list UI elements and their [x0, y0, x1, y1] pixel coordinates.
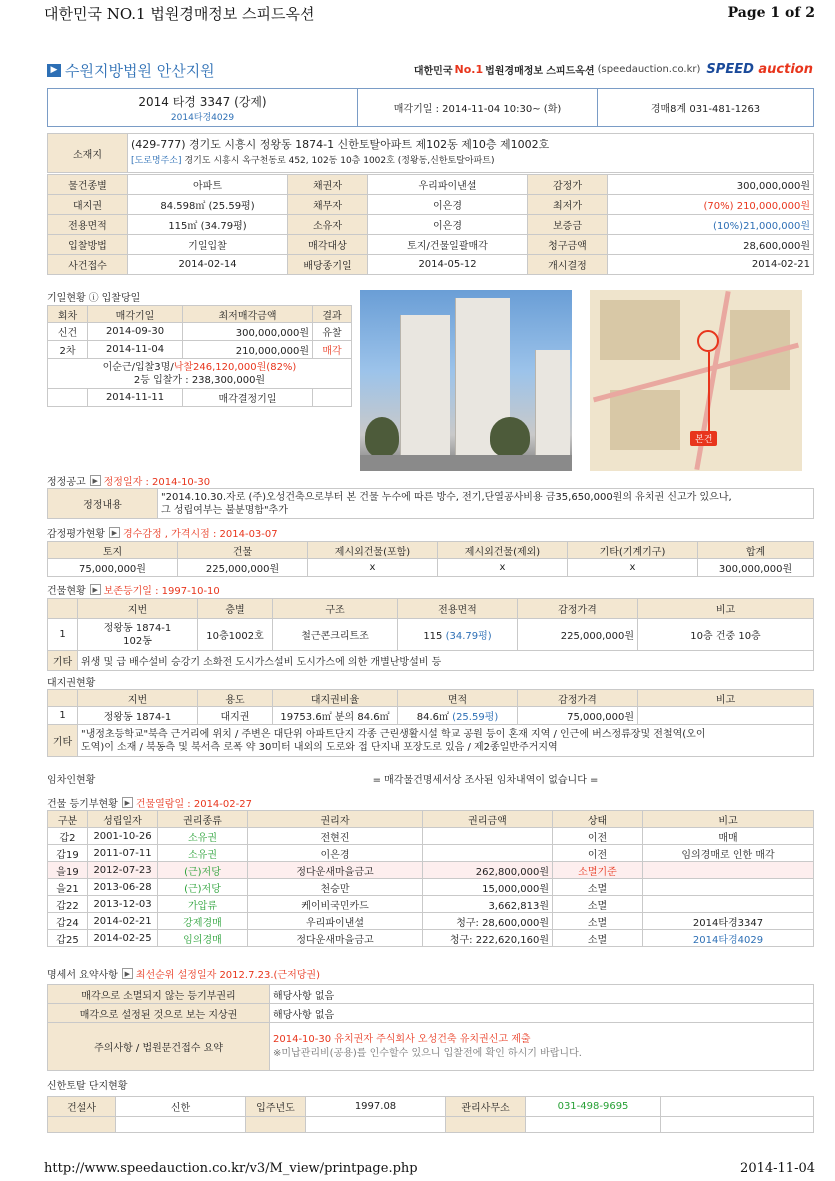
- registry-cell: 2012-07-23: [88, 862, 158, 879]
- correction-table: [47, 488, 814, 519]
- info-label: 매각대상: [288, 235, 368, 255]
- correction-text1: "2014.10.30.자로 (주)오성건축으로부터 본 건물 누수에 따른 방수, 전기,단열공사비용 금35,650,000원의 유치권 신고가 있으나,: [161, 491, 732, 503]
- appraisal-sub: 경수감정 , 가격시점 : 2014-03-07: [122, 528, 278, 540]
- appraisal-title-text: 감정평가현황: [47, 528, 105, 540]
- registry-cell: 을19: [48, 862, 88, 879]
- footer-url: http://www.speedauction.co.kr/v3/M_view/printpage.php: [44, 1161, 418, 1176]
- registry-cell: 소유권: [158, 828, 248, 845]
- info-label: 물건종별: [48, 175, 128, 195]
- building-title-text: 건물현황: [47, 585, 86, 597]
- registry-header: 성립일자: [88, 811, 158, 828]
- registry-cell: 2013-12-03: [88, 896, 158, 913]
- bid-price: 300,000,000원: [183, 323, 313, 341]
- registry-row: [48, 862, 814, 879]
- info-label: 전용면적: [48, 215, 128, 235]
- land-etc2: 도역)이 소재 / 북동측 및 북서측 로폭 약 30미터 내외의 도로와 접 단지내 포장도로 있음 / 제2종일반주거지역: [81, 741, 558, 753]
- registry-cell: 우리파이낸셜: [248, 913, 423, 930]
- bid-date: 2014-09-30: [88, 323, 183, 341]
- registry-cell: 2014-02-21: [88, 913, 158, 930]
- building-photo: [360, 290, 572, 471]
- correction-label: 정정내용: [48, 489, 158, 519]
- info-value: 토지/건물일괄매각: [368, 235, 528, 255]
- appraisal-header: 제시외건물(제외): [438, 542, 568, 559]
- appraisal-header: 기타(기계기구): [568, 542, 698, 559]
- arrow-icon: ▶: [47, 64, 61, 77]
- registry-row: [48, 845, 814, 862]
- bid-row: [48, 323, 352, 341]
- summary-value: 해당사항 없음: [270, 1004, 814, 1023]
- registry-cell: 매매: [643, 828, 814, 845]
- road-tag: [도로명주소]: [131, 156, 182, 166]
- info-row: [48, 255, 814, 275]
- info-label: 배당종기일: [288, 255, 368, 275]
- registry-cell: 이전: [553, 845, 643, 862]
- building-sub: 보존등기일 : 1997-10-10: [103, 585, 220, 597]
- info-row: [48, 235, 814, 255]
- land-title-text: 대지권현황: [47, 677, 96, 689]
- info-row: [48, 195, 814, 215]
- building-header: 층별: [198, 599, 273, 619]
- building-area-py: (34.79평): [445, 631, 492, 642]
- land-header: 면적: [398, 690, 518, 707]
- building-header: [48, 599, 78, 619]
- info-table: [47, 174, 814, 275]
- land-no: 1: [48, 707, 78, 725]
- registry-header: 권리금액: [423, 811, 553, 828]
- road-address: 경기도 시흥시 옥구천동로 452, 102동 10층 1002호 (정왕동,신한토탈아파트): [184, 156, 495, 166]
- page-footer: [44, 1161, 815, 1181]
- brand-logo: [706, 62, 813, 77]
- bid-header-round: 회차: [48, 306, 88, 323]
- registry-title-text: 건물 등기부현황: [47, 798, 118, 810]
- registry-cell: 정다운새마을금고: [248, 930, 423, 947]
- caution-label: 주의사항 / 법원문건접수 요약: [48, 1023, 270, 1071]
- info-value: 2014-02-21: [608, 255, 814, 275]
- registry-cell: 갑25: [48, 930, 88, 947]
- bid-date: 2014-11-04: [88, 341, 183, 359]
- summary-title: [47, 966, 320, 980]
- registry-cell: 15,000,000원: [423, 879, 553, 896]
- land-header: 용도: [198, 690, 273, 707]
- registry-cell: 천승만: [248, 879, 423, 896]
- registry-cell: 2013-06-28: [88, 879, 158, 896]
- registry-cell: [423, 845, 553, 862]
- appraisal-header: 토지: [48, 542, 178, 559]
- arrow-icon: ▶: [90, 584, 101, 595]
- bid-winner-row: [48, 359, 352, 389]
- correction-title: [47, 473, 210, 487]
- land-header: [48, 690, 78, 707]
- case-sub: 2014타경4029: [170, 112, 235, 123]
- info-value: 이은경: [368, 215, 528, 235]
- complex-label: 관리사무소: [446, 1097, 526, 1117]
- registry-cell: [643, 879, 814, 896]
- land-row: [48, 707, 814, 725]
- bid-winner-cell: [48, 359, 352, 389]
- land-header: 감정가격: [518, 690, 638, 707]
- registry-cell: 소멸: [553, 913, 643, 930]
- land-etc: [78, 725, 814, 757]
- registry-row: [48, 913, 814, 930]
- bid-header-result: 결과: [313, 306, 352, 323]
- land-etc1: "냉정초등학교"북측 근거리에 위치 / 주변은 대단위 아파트단지 각종 근린생활시설 학교 공원 등이 혼재 지역 / 인근에 버스정류장및 전철역(오이: [81, 728, 706, 740]
- info-label: 청구금액: [528, 235, 608, 255]
- registry-row: [48, 828, 814, 845]
- registry-cell: 이전: [553, 828, 643, 845]
- arrow-icon: ▶: [109, 527, 120, 538]
- registry-title: [47, 795, 252, 809]
- registry-cell: 262,800,000원: [423, 862, 553, 879]
- registry-cell: 갑19: [48, 845, 88, 862]
- tenant-table: [47, 768, 814, 788]
- caution-1: 2014-10-30 유치권자 주식회사 오성건축 유치권신고 제출: [273, 1033, 531, 1045]
- registry-table: [47, 810, 814, 947]
- registry-cell: 2011-07-11: [88, 845, 158, 862]
- building-dong: 102동: [123, 635, 152, 647]
- info-label: 개시결정: [528, 255, 608, 275]
- registry-cell: 소멸기준: [553, 862, 643, 879]
- info-value: 아파트: [128, 175, 288, 195]
- info-row: [48, 215, 814, 235]
- land-area-py: (25.59평): [452, 712, 499, 723]
- sale-date: 매각기일 : 2014-11-04 10:30~ (화): [358, 89, 598, 127]
- court-dept: 경매8계 031-481-1263: [598, 89, 814, 127]
- registry-header: 비고: [643, 811, 814, 828]
- summary-title-text: 명세서 요약사항: [47, 969, 118, 981]
- registry-cell: 갑24: [48, 913, 88, 930]
- info-value: (10%)21,000,000원: [608, 215, 814, 235]
- registry-cell: 갑2: [48, 828, 88, 845]
- logo-speed: SPEED: [706, 62, 754, 77]
- registry-header: 구분: [48, 811, 88, 828]
- building-etc-label: 기타: [48, 651, 78, 671]
- summary-sub: 최선순위 설정일자 2012.7.23.(근저당권): [135, 969, 320, 981]
- court-title: [47, 60, 215, 80]
- arrow-icon: ▶: [122, 797, 133, 808]
- land-area: 84.6㎡: [416, 712, 449, 723]
- bid-decision-row: [48, 389, 352, 407]
- land-lot: 정왕동 1874-1: [78, 707, 198, 725]
- registry-cell: 소멸: [553, 896, 643, 913]
- appraisal-value: x: [438, 559, 568, 577]
- registry-row: [48, 896, 814, 913]
- bid-header-date: 매각기일: [88, 306, 183, 323]
- registry-cell: 전현진: [248, 828, 423, 845]
- page-number: Page 1 of 2: [727, 5, 815, 21]
- brand-prefix: 대한민국: [413, 66, 453, 77]
- bid-round: 신건: [48, 323, 88, 341]
- registry-cell: 임의경매로 인한 매각: [643, 845, 814, 862]
- brand-name: 스피드옥션: [546, 66, 595, 77]
- info-value: 2014-02-14: [128, 255, 288, 275]
- registry-cell: 2014타경4029: [643, 930, 814, 947]
- registry-header: 상태: [553, 811, 643, 828]
- registry-cell: 2014-02-25: [88, 930, 158, 947]
- registry-cell: 소유권: [158, 845, 248, 862]
- decision-date: 2014-11-11: [88, 389, 183, 407]
- registry-cell: 임의경매: [158, 930, 248, 947]
- bid-row: [48, 341, 352, 359]
- complex-label: 건설사: [48, 1097, 116, 1117]
- info-value: 28,600,000원: [608, 235, 814, 255]
- registry-cell: 을21: [48, 879, 88, 896]
- complex-phone: 031-498-9695: [526, 1097, 661, 1117]
- info-value: 기일입찰: [128, 235, 288, 255]
- complex-title: [47, 1077, 127, 1091]
- registry-row: [48, 930, 814, 947]
- page-header-title: 대한민국 NO.1 법원경매정보 스피드옥션: [44, 5, 315, 23]
- appraisal-header: 합계: [698, 542, 814, 559]
- complex-year: 1997.08: [306, 1097, 446, 1117]
- registry-cell: 3,662,813원: [423, 896, 553, 913]
- correction-sub: 정정일자 : 2014-10-30: [103, 476, 211, 488]
- page-header: [44, 3, 815, 23]
- info-label: 최저가: [528, 195, 608, 215]
- info-label: 대지권: [48, 195, 128, 215]
- building-structure: 철근콘크리트조: [273, 619, 398, 651]
- complex-builder: 신한: [116, 1097, 246, 1117]
- caution-cell: [270, 1023, 814, 1071]
- info-value: 우리파이낸셜: [368, 175, 528, 195]
- registry-cell: 청구: 222,620,160원: [423, 930, 553, 947]
- registry-cell: 정다운새마을금고: [248, 862, 423, 879]
- bid-result: 매각: [313, 341, 352, 359]
- registry-cell: 청구: 28,600,000원: [423, 913, 553, 930]
- appraisal-value: 300,000,000원: [698, 559, 814, 577]
- building-floor: 10층1002호: [198, 619, 273, 651]
- registry-cell: 가압류: [158, 896, 248, 913]
- registry-header: 권리종류: [158, 811, 248, 828]
- bid-history-title-text: 기일현황: [47, 292, 86, 304]
- complex-title-text: 신한토탈 단지현황: [47, 1080, 128, 1092]
- land-header: 대지권비율: [273, 690, 398, 707]
- land-header: 비고: [638, 690, 814, 707]
- land-ratio: 19753.6㎡ 분의 84.6㎡: [273, 707, 398, 725]
- building-note: 10층 건중 10층: [638, 619, 814, 651]
- info-value: 84.598㎡ (25.59평): [128, 195, 288, 215]
- registry-cell: 갑22: [48, 896, 88, 913]
- registry-row: [48, 879, 814, 896]
- info-label: 입찰방법: [48, 235, 128, 255]
- info-value: 이은경: [368, 195, 528, 215]
- building-header: 감정가격: [518, 599, 638, 619]
- building-header: 지번: [78, 599, 198, 619]
- appraisal-value: x: [308, 559, 438, 577]
- summary-label: 매각으로 소멸되지 않는 등기부권리: [48, 985, 270, 1004]
- registry-cell: [423, 828, 553, 845]
- bid-badge: 입찰당일: [101, 292, 141, 304]
- summary-table: [47, 984, 814, 1071]
- building-area: 115: [423, 631, 443, 642]
- building-etc: 위생 및 급 배수설비 승강기 소화전 도시가스설비 도시가스에 의한 개별난방설비 등: [78, 651, 814, 671]
- info-value: (70%) 210,000,000원: [608, 195, 814, 215]
- land-etc-label: 기타: [48, 725, 78, 757]
- building-header: 구조: [273, 599, 398, 619]
- summary-value: 해당사항 없음: [270, 985, 814, 1004]
- case-number: 2014 타경 3347 (강제): [138, 94, 267, 109]
- land-price: 75,000,000원: [518, 707, 638, 725]
- correction-text2: 그 성립여부는 불분명함"추가: [161, 504, 288, 516]
- brand-url: (speedauction.co.kr): [597, 64, 701, 75]
- building-header: 전용면적: [398, 599, 518, 619]
- bid-history-title: [47, 289, 140, 303]
- case-number-cell: [48, 89, 358, 127]
- bid-winner: 이순근/입찰3명/: [102, 361, 174, 373]
- land-use: 대지권: [198, 707, 273, 725]
- brand: [414, 62, 813, 77]
- registry-cell: 소멸: [553, 930, 643, 947]
- complex-label: 입주년도: [246, 1097, 306, 1117]
- registry-sub: 건물열람일 : 2014-02-27: [135, 798, 252, 810]
- correction-title-text: 정정공고: [47, 476, 86, 488]
- appraisal-value: x: [568, 559, 698, 577]
- appraisal-title: [47, 525, 278, 539]
- arrow-icon: ▶: [122, 968, 133, 979]
- location-label: 소재지: [48, 134, 128, 173]
- building-table: [47, 598, 814, 671]
- appraisal-header: 제시외건물(포함): [308, 542, 438, 559]
- info-label: 감정가: [528, 175, 608, 195]
- building-row: [48, 619, 814, 651]
- caution-2: ※미납관리비(공용)를 인수할수 있으니 입찰전에 확인 하시기 바랍니다.: [273, 1047, 582, 1059]
- bid-price: 210,000,000원: [183, 341, 313, 359]
- land-title: [47, 674, 95, 688]
- registry-cell: [643, 896, 814, 913]
- registry-cell: 이은경: [248, 845, 423, 862]
- map-label: 본건: [690, 431, 717, 446]
- arrow-icon: ▶: [90, 475, 101, 486]
- bid-header-price: 최저매각금액: [183, 306, 313, 323]
- info-row: [48, 175, 814, 195]
- complex-table: [47, 1096, 814, 1133]
- bid-history-table: [47, 305, 352, 407]
- info-label: 사건접수: [48, 255, 128, 275]
- location-address: (429-777) 경기도 시흥시 정왕동 1874-1 신한토탈아파트 제102동 제10층 제1002호: [131, 138, 550, 151]
- land-note: [638, 707, 814, 725]
- logo-auction: auction: [758, 62, 813, 77]
- location-map: [590, 290, 802, 471]
- registry-cell: (근)저당: [158, 879, 248, 896]
- registry-cell: 소멸: [553, 879, 643, 896]
- info-value: 300,000,000원: [608, 175, 814, 195]
- correction-content: [158, 489, 814, 519]
- summary-label: 매각으로 설정된 것으로 보는 지상권: [48, 1004, 270, 1023]
- info-value: 2014-05-12: [368, 255, 528, 275]
- registry-cell: [643, 862, 814, 879]
- building-lot: 정왕동 1874-1: [103, 622, 172, 634]
- bid-round: 2차: [48, 341, 88, 359]
- decision-label: 매각결정기일: [183, 389, 313, 407]
- location-cell: [128, 134, 814, 173]
- appraisal-value: 225,000,000원: [178, 559, 308, 577]
- building-title: [47, 582, 220, 596]
- land-table: [47, 689, 814, 757]
- registry-header: 권리자: [248, 811, 423, 828]
- appraisal-value: 75,000,000원: [48, 559, 178, 577]
- tenant-title: 임차인현황: [47, 774, 96, 786]
- info-icon: ⓘ: [88, 292, 99, 304]
- brand-no1: No.1: [454, 63, 484, 76]
- court-name: 수원지방법원 안산지원: [65, 61, 215, 80]
- bid-winner-price: 낙찰246,120,000원(82%): [173, 361, 297, 373]
- info-value: 115㎡ (34.79평): [128, 215, 288, 235]
- bid-result: 유찰: [313, 323, 352, 341]
- tenant-text: = 매각물건명세서상 조사된 임차내역이 없습니다 =: [372, 774, 599, 786]
- appraisal-header: 건물: [178, 542, 308, 559]
- info-label: 보증금: [528, 215, 608, 235]
- footer-date: 2014-11-04: [740, 1161, 815, 1176]
- info-label: 소유자: [288, 215, 368, 235]
- case-header-table: [47, 88, 814, 127]
- registry-cell: 케이비국민카드: [248, 896, 423, 913]
- info-label: 채권자: [288, 175, 368, 195]
- registry-cell: 강제경매: [158, 913, 248, 930]
- map-pin-icon: [697, 330, 719, 352]
- building-no: 1: [48, 619, 78, 651]
- info-label: 채무자: [288, 195, 368, 215]
- registry-cell: 2014타경3347: [643, 913, 814, 930]
- appraisal-table: [47, 541, 814, 577]
- building-price: 225,000,000원: [518, 619, 638, 651]
- registry-cell: 2001-10-26: [88, 828, 158, 845]
- bid-second: 2등 입찰가 : 238,300,000원: [133, 374, 266, 386]
- location-table: [47, 133, 814, 173]
- building-header: 비고: [638, 599, 814, 619]
- brand-mid: 법원경매정보: [485, 66, 544, 77]
- registry-cell: (근)저당: [158, 862, 248, 879]
- land-header: 지번: [78, 690, 198, 707]
